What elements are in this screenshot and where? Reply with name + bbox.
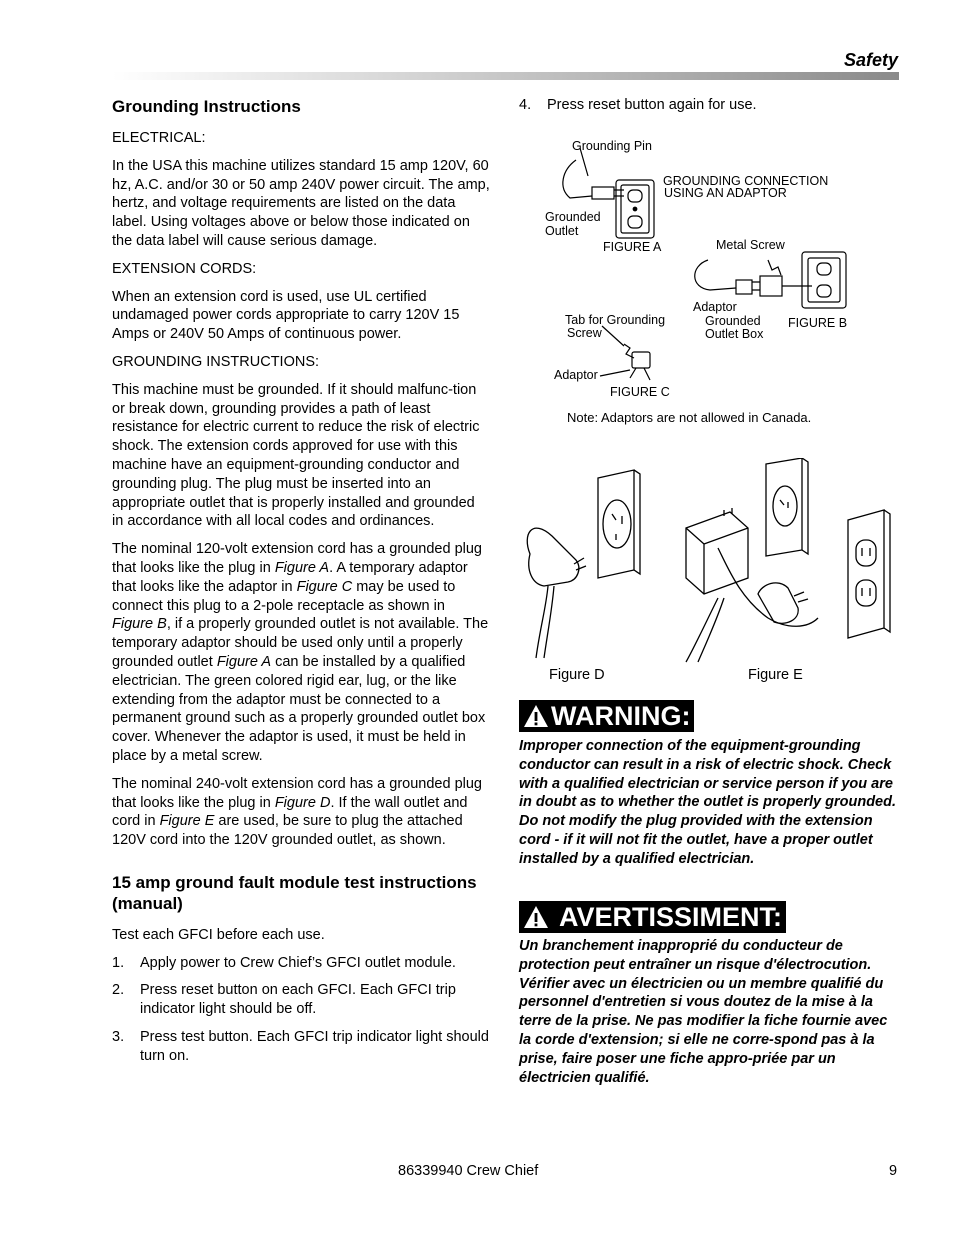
label-grounding-connection: GROUNDING CONNECTION xyxy=(663,174,829,188)
left-column xyxy=(112,96,490,1075)
header-rule xyxy=(112,72,899,80)
warning-triangle-icon xyxy=(523,703,549,729)
step-number: 2. xyxy=(112,982,125,999)
step-4 xyxy=(519,96,757,115)
label-adaptor-c: Adaptor xyxy=(554,368,598,382)
warning-triangle-icon xyxy=(523,904,549,930)
text-run: . If the wall outlet and cord in xyxy=(112,794,468,830)
text-run: The nominal 120-volt extension cord has a grounded plug that looks like the plug in xyxy=(112,541,482,576)
text-run: are used, be sure to plug the attached 120V cord into the 120V grounded outlet, as shown. xyxy=(112,813,463,849)
figure-ref: Figure D xyxy=(274,794,331,811)
step-number: 4. xyxy=(519,97,532,113)
figures-abc xyxy=(540,130,870,400)
label-using-adaptor: USING AN ADAPTOR xyxy=(664,186,787,200)
warning-text: Improper connection of the equipment-grounding conductor can result in a risk of electric shock. Check with a qualified electrician or service person if you are in doubt as to whether the outlet is properly grounded. Do not modify the plug provided with the extension cord - if it will not fit the outlet, have a proper outlet installed by a qualified electrician. xyxy=(519,738,897,867)
step-text: Press reset button again for use. xyxy=(547,97,757,113)
list-item xyxy=(112,1028,490,1066)
figure-ref: Figure C xyxy=(296,578,353,595)
figure-ref: Figure B xyxy=(112,616,167,633)
label-adaptor-b: Adaptor xyxy=(693,300,737,314)
label-tab-for-grounding: Tab for Grounding xyxy=(565,313,666,327)
label-figure-c: FIGURE C xyxy=(610,385,670,399)
label-outlet: Outlet xyxy=(545,224,579,238)
label-grounded: Grounded xyxy=(545,210,601,224)
step-text: Apply power to Crew Chief’s GFCI outlet module. xyxy=(140,954,456,971)
figure-ref: Figure E xyxy=(159,813,215,830)
text-run: can be installed by a qualified electrician. The green colored rigid ear, lug, or the like extending from the adaptor must be connected to a permanent ground such as a properly grounded outlet box cover. Whenever the adaptor is used, it must be held in place by a metal screw. xyxy=(112,653,486,764)
text-run: . A temporary adaptor that looks like the adaptor in xyxy=(112,559,468,595)
footer-doc: 86339940 Crew Chief xyxy=(398,1163,539,1179)
test-intro: Test each GFCI before each use. xyxy=(112,926,325,943)
text-run: , if a properly grounded outlet is not available. The temporary adaptor should be used only until a properly grounded outlet xyxy=(112,616,489,670)
step-number: 3. xyxy=(112,1029,125,1046)
caption-figure-d: Figure D xyxy=(549,667,605,683)
page-number: 9 xyxy=(889,1163,898,1179)
gfci-heading: 15 amp ground fault module test instructions (manual) xyxy=(112,872,477,913)
step-text: Press test button. Each GFCI trip indicator light should turn on. xyxy=(140,1029,489,1064)
label-screw: Screw xyxy=(567,326,602,340)
label-metal-screw: Metal Screw xyxy=(716,238,785,252)
paragraph: ELECTRICAL: xyxy=(112,130,206,146)
paragraph: GROUNDING INSTRUCTIONS: xyxy=(112,353,320,370)
text-run: may be used to connect this plug to a 2-pole receptacle as shown in xyxy=(112,578,456,614)
paragraph: This machine must be grounded. If it should malfunc-tion or break down, grounding provides a path of least resistance for electric current to reduce the risk of electric shock. The extension cords approved for use with this machine have an equipment-grounding conductor and grounding plug. The plug must be inserted into an appropriate outlet that is properly installed and grounded in accordance with all local codes and ordinances. xyxy=(112,381,480,530)
plug-adaptor-illustration xyxy=(540,130,870,400)
figure-ref: Figure A xyxy=(216,653,272,670)
avertissement-text: Un branchement inapproprié du conducteur de protection peut entraîner un risque d'électrocution. Vérifier avec un électricien ou un membre qualifié du personnel d'entretien si vous doutez de la mise à la terre de la prise. Ne pas modifier la fiche fournie avec la corde d'extension; si elle ne corre-spond pas à la prise, faire poser une fiche appro-priée par un électricien qualifié. xyxy=(519,938,888,1086)
warning-badge xyxy=(519,700,694,732)
240v-plug-illustration xyxy=(518,458,900,663)
warning-label: WARNING: xyxy=(551,700,691,731)
avertissement-label: AVERTISSIMENT: xyxy=(559,901,783,932)
label-figure-b: FIGURE B xyxy=(788,316,848,330)
paragraph: EXTENSION CORDS: xyxy=(112,260,257,277)
label-grounding-pin: Grounding Pin xyxy=(572,139,652,153)
label-figure-a: FIGURE A xyxy=(603,240,662,254)
avertissement-badge xyxy=(519,901,786,933)
paragraph: When an extension cord is used, use UL certified undamaged power cords appropriate to carry 120V 15 Amps or 240V 50 Amps of continuous power. xyxy=(112,288,460,343)
paragraph: In the USA this machine utilizes standard 15 amp 120V, 60 hz, A.C. and/or 30 or 50 amp 240V power circuit. The amp, hertz, and voltage requirements are listed on the data label. Using voltages above or below those indicated on the data label will cause serious damage. xyxy=(112,157,490,249)
step-text: Press reset button on each GFCI. Each GFCI trip indicator light should be off. xyxy=(140,982,456,1018)
paragraph-240v xyxy=(112,775,490,850)
label-outlet-box: Outlet Box xyxy=(705,327,764,341)
step-number: 1. xyxy=(112,954,125,971)
canada-note: Note: Adaptors are not allowed in Canada. xyxy=(567,410,812,425)
paragraph-120v xyxy=(112,540,490,766)
caption-figure-e: Figure E xyxy=(748,667,803,683)
text-run: The nominal 240-volt extension cord has a grounded plug that looks like the plug in xyxy=(112,775,482,811)
test-steps xyxy=(112,954,490,1066)
figures-de xyxy=(518,458,900,663)
section-title: Safety xyxy=(843,50,898,70)
figure-ref: Figure A xyxy=(274,559,330,576)
list-item xyxy=(112,981,490,1019)
label-grounded-b: Grounded xyxy=(705,314,761,328)
list-item xyxy=(112,954,490,973)
grounding-heading: Grounding Instructions xyxy=(112,97,301,116)
